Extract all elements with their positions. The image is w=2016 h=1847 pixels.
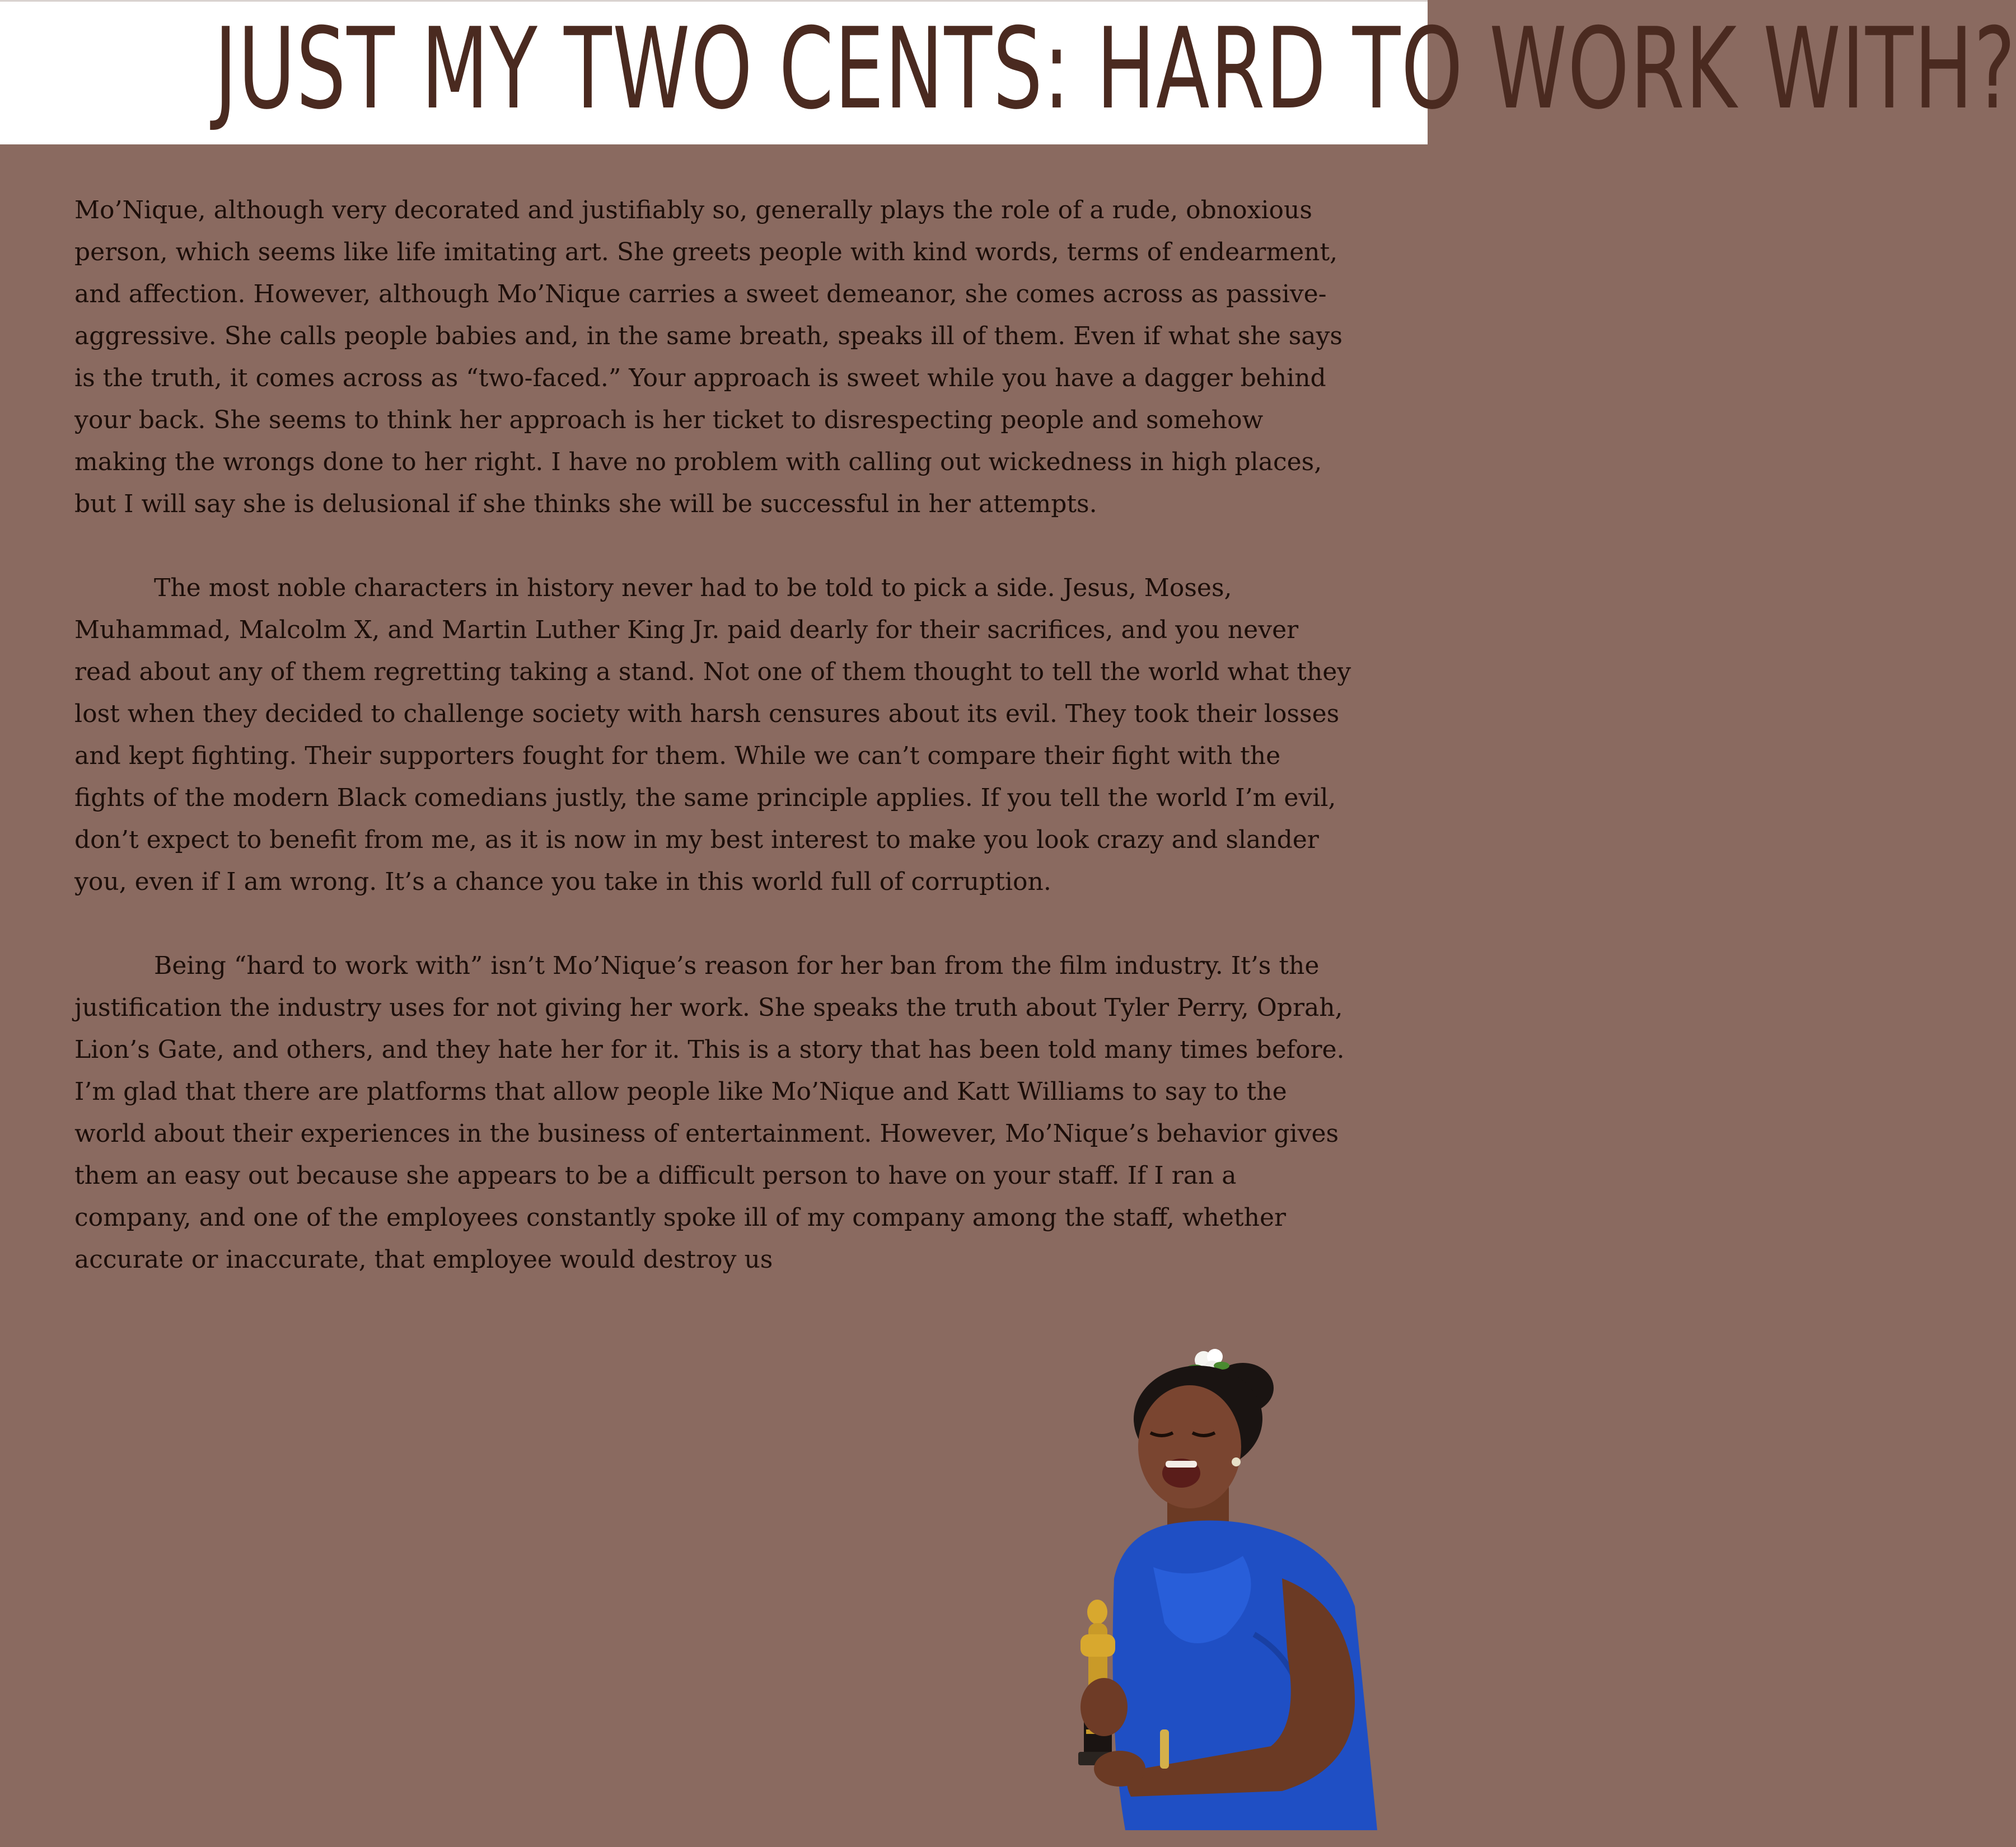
hand <box>1080 1678 1128 1736</box>
monique-oscar-photo <box>1041 1343 1400 1830</box>
article-paragraph-1: Mo’Nique, although very decorated and justifiably so, generally plays the role of a rude, obnoxious person, which seems like life imitating art. She greets people with kind words, terms of endearment, and affection. However, although Mo’Nique carries a sweet demeanor, she comes across as passive-aggressive. She calls people babies and, in the same breath, speaks ill of them. Even if what she says is the truth, it comes across as “two-faced.” Your approach is sweet while you have a dagger behind your back. She seems to think her approach is her ticket to disrespecting people and somehow making the wrongs done to her right. I have no problem with calling out wickedness in high places, but I will say she is delusional if she thinks she will be successful in her attempts. <box>74 196 1343 518</box>
article-paragraph-2: The most noble characters in history never had to be told to pick a side. Jesus, Moses, Muhammad, Malcolm X, and Martin Luther King Jr. paid dearly for their sacrifices, and you never read about any of them regretting taking a stand. Not one of them thought to tell the world what they lost when they decided to challenge society with harsh censures about its evil. They took their losses and kept fighting. Their supporters fought for them. While we can’t compare their fight with the fights of the modern Black comedians justly, the same principle applies. If you tell the world I’m evil, don’t expect to benefit from me, as it is now in my best interest to make you look crazy and slander you, even if I am wrong. It’s a chance you take in this world full of corruption. <box>74 574 1351 896</box>
page-title: JUST MY TWO CENTS: HARD TO WORK WITH? <box>214 4 2016 134</box>
earring <box>1232 1457 1241 1466</box>
page-header <box>0 0 2016 144</box>
article-paragraph-3: Being “hard to work with” isn’t Mo’Nique’s reason for her ban from the film industry. It’s the justification the industry uses for not giving her work. She speaks the truth about Tyler Perry, Oprah, Lion’s Gate, and others, and they hate her for it. This is a story that has been told many times before. I’m glad that there are platforms that allow people like Mo’Nique and Katt Williams to say to the world about their experiences in the business of entertainment. However, Mo’Nique’s behavior gives them an easy out because she appears to be a difficult person to have on your staff. If I ran a company, and one of the employees constantly spoke ill of my company among the staff, whether accurate or inaccurate, that employee would destroy us <box>74 951 1345 1274</box>
face <box>1138 1385 1241 1508</box>
article-body <box>74 189 1357 1323</box>
bracelet <box>1160 1729 1169 1769</box>
lower-hand <box>1094 1751 1145 1787</box>
